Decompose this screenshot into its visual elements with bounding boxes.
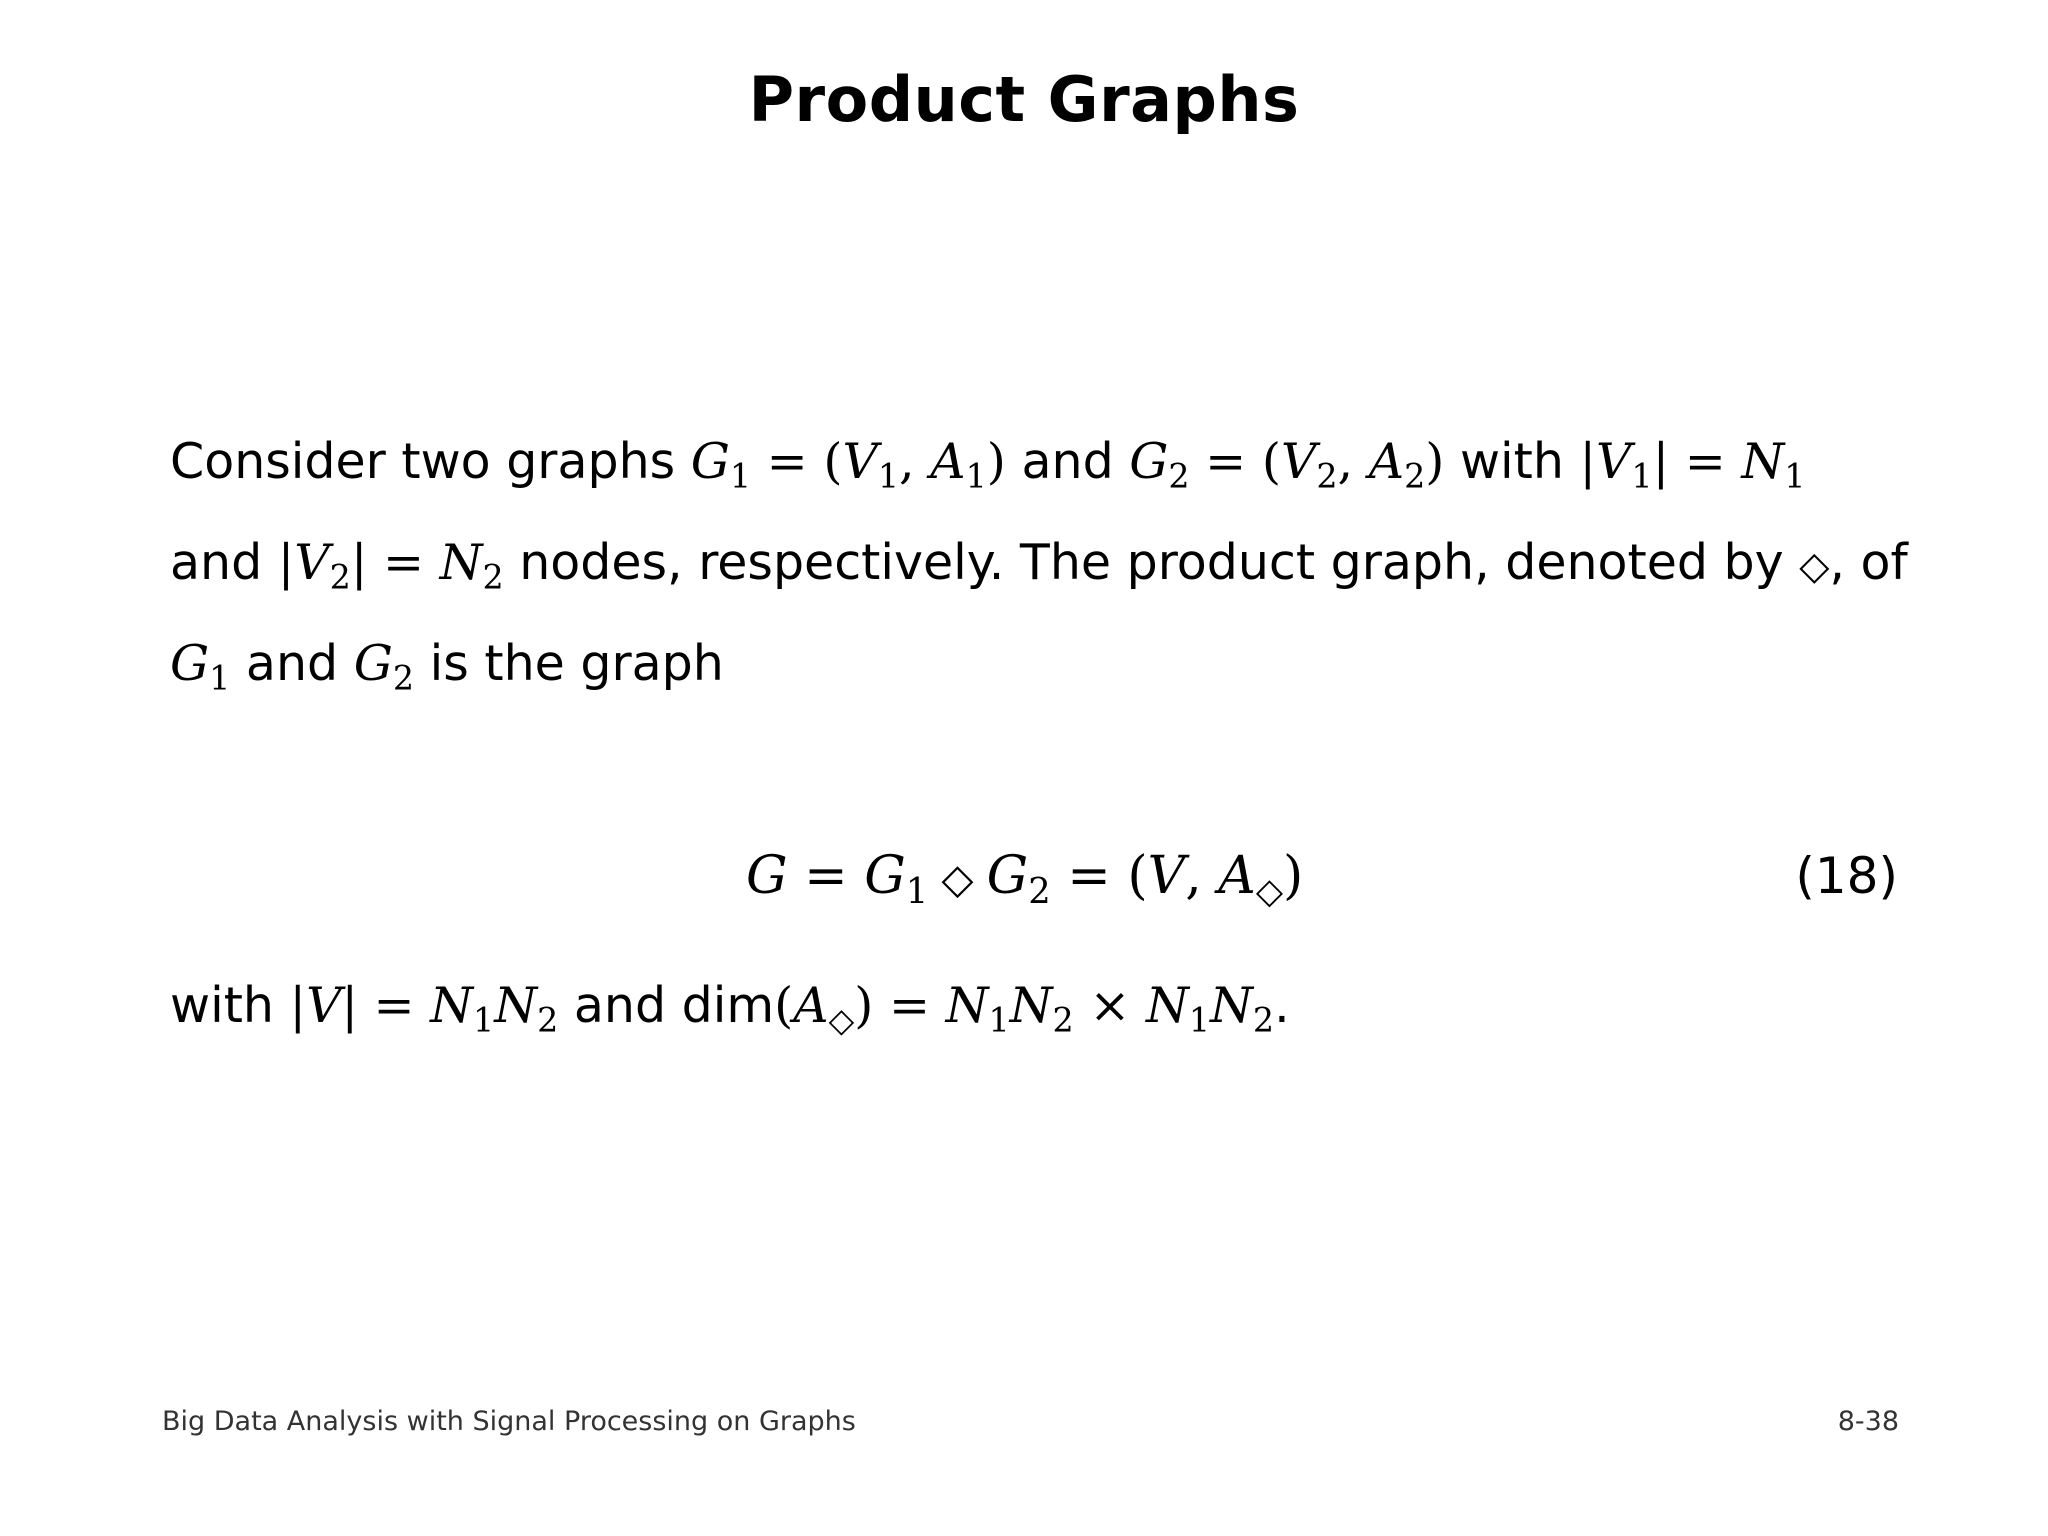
text-segment: and <box>230 635 354 692</box>
math-vertex-count: $|V| = N_1N_2$ <box>289 977 559 1040</box>
footer-course-title: Big Data Analysis with Signal Processing on Graphs <box>162 1406 856 1437</box>
equation-body: $G = G_1$ ◇ $G_2 = (V$, $A_◇$) <box>746 846 1304 912</box>
math-cardinality-2: $|V_2| = N_2$ <box>277 534 504 597</box>
equation-number: (18) <box>1795 847 1898 905</box>
paragraph-line-4 <box>170 966 1290 1046</box>
text-segment: and dim <box>558 977 775 1034</box>
math-cardinality-1: $|V_1| = N_1$ <box>1579 433 1806 496</box>
slide-title: Product Graphs <box>748 63 1300 136</box>
footer-page-number: 8-38 <box>1837 1406 1899 1437</box>
paragraph-line-2 <box>170 523 1908 603</box>
text-segment: is the graph <box>414 635 724 692</box>
text-segment: with <box>1444 433 1580 490</box>
paragraph-line-3 <box>170 624 724 704</box>
diamond-operator-symbol: ◇ <box>1799 544 1830 589</box>
text-segment: , of <box>1829 534 1908 591</box>
math-equals-tuple: = ($V_1$, $A_1$) <box>751 433 1006 496</box>
math-G1: $G_1$ <box>170 635 231 698</box>
text-segment: and <box>1005 433 1130 490</box>
math-equals-tuple-2: = ($V_2$, $A_2$) <box>1189 433 1445 496</box>
math-G2: $G_2$ <box>353 635 415 698</box>
text-segment: nodes, respectively. The product graph, denoted by <box>503 534 1800 591</box>
math-G1: $G_1$ <box>690 433 752 496</box>
paragraph-line-1 <box>170 422 1805 502</box>
math-adjacency-dimension: $(A_◇) = N_1N_2 \times N_1N_2$ <box>774 977 1275 1040</box>
text-segment: and <box>170 534 278 591</box>
equation-18 <box>0 836 2048 916</box>
math-G2: $G_2$ <box>1129 433 1190 496</box>
text-segment: . <box>1274 977 1290 1034</box>
text-segment: with <box>170 977 290 1034</box>
text-segment: Consider two graphs <box>170 433 691 490</box>
